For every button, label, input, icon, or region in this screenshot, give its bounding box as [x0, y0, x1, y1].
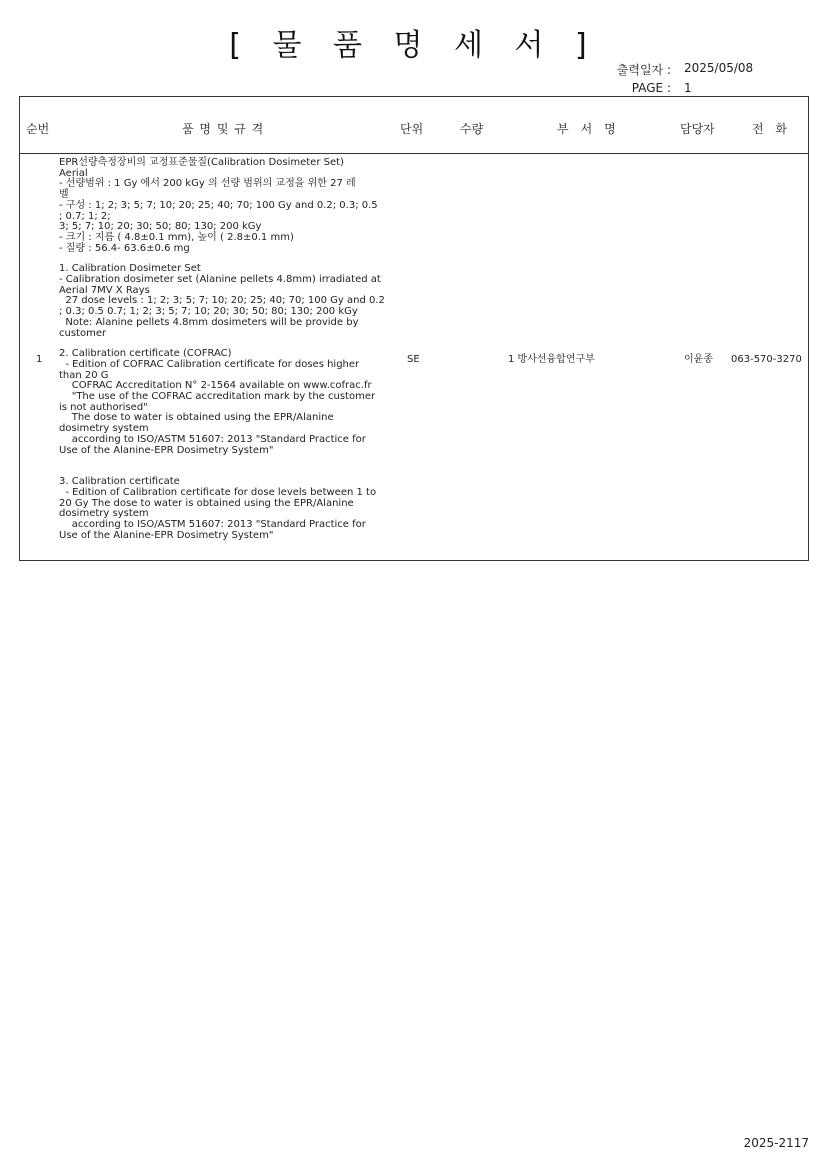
description-line: according to ISO/ASTM 51607: 2013 "Standard Practice for: [59, 433, 366, 445]
description-line: 3; 5; 7; 10; 20; 30; 50; 80; 130; 200 kGy: [59, 221, 262, 233]
row-no: 1: [36, 354, 43, 365]
description-line: than 20 G: [59, 369, 109, 381]
description-line: Use of the Alanine-EPR Dosimetry System": [59, 529, 274, 541]
document-title: [ 물 품 명 세 서 ]: [229, 28, 598, 63]
description-line: The dose to water is obtained using the EPR/Alanine: [59, 412, 334, 424]
description-line: dosimetry system: [59, 423, 149, 435]
description-line: COFRAC Accreditation N° 2-1564 available on www.cofrac.fr: [59, 380, 372, 392]
header-dept: 부 서 명: [557, 122, 616, 136]
description-line: EPR선량측정장비의 교정표준물질(Calibration Dosimeter Set): [59, 157, 344, 168]
row-unit: SE: [407, 354, 420, 365]
description-line: - 구성 : 1; 2; 3; 5; 7; 10; 20; 25; 40; 70; 100 Gy and 0.2; 0.3; 0.5: [59, 199, 378, 211]
row-phone: 063-570-3270: [731, 354, 802, 365]
print-date: 2025/05/08: [684, 61, 754, 75]
description-line: - 질량 : 56.4- 63.6±0.6 mg: [59, 242, 190, 254]
description-line: - 선량범위 : 1 Gy 에서 200 kGy 의 선량 범위의 교정을 위한 27 레: [59, 178, 356, 190]
description-line: is not authorised": [59, 401, 148, 413]
description-line: - 크기 : 지름 ( 4.8±0.1 mm), 높이 ( 2.8±0.1 mm): [59, 231, 294, 243]
description-line: ; 0.3; 0.5 0.7; 1; 2; 3; 5; 7; 10; 20; 30; 50; 80; 130; 200 kGy: [59, 306, 358, 318]
spec-block-summary: [59, 158, 404, 254]
description-line: Use of the Alanine-EPR Dosimetry System": [59, 444, 274, 456]
description-line: ; 0.7; 1; 2;: [59, 210, 111, 222]
description-line: customer: [59, 327, 107, 339]
page-label: PAGE :: [631, 81, 671, 95]
page-number: 1: [684, 81, 692, 95]
spec-block-cofrac-certificate: [59, 349, 404, 456]
description-line: 벨: [59, 189, 69, 201]
description-line: 3. Calibration certificate: [59, 476, 180, 488]
spec-block-dosimeter-set: [59, 264, 404, 339]
row-qty-dept: 1 방사선융합연구부: [508, 354, 595, 365]
header-qty: 수량: [460, 122, 484, 136]
description-line: - Edition of COFRAC Calibration certificate for doses higher: [59, 358, 360, 370]
description-line: dosimetry system: [59, 508, 149, 520]
description-line: 20 Gy The dose to water is obtained using the EPR/Alanine: [59, 497, 354, 509]
description-line: Aerial: [59, 167, 88, 179]
header-phone: 전 화: [752, 122, 791, 136]
item-description: [59, 158, 404, 542]
header-divider: [19, 153, 809, 154]
print-date-label: 출력일자 :: [616, 63, 671, 77]
document-id: 2025-2117: [743, 1136, 809, 1150]
description-line: Aerial 7MV X Rays: [59, 284, 150, 296]
row-manager: 이윤종: [684, 354, 713, 365]
description-line: 27 dose levels : 1; 2; 3; 5; 7; 10; 20; 25; 40; 70; 100 Gy and 0.2: [59, 295, 385, 307]
description-line: according to ISO/ASTM 51607: 2013 "Standard Practice for: [59, 519, 366, 531]
description-line: - Edition of Calibration certificate for dose levels between 1 to: [59, 486, 377, 498]
header-item-spec: 품 명 및 규 격: [182, 122, 265, 136]
header-manager: 담당자: [680, 122, 715, 136]
header-unit: 단위: [400, 122, 424, 136]
description-line: Note: Alanine pellets 4.8mm dosimeters will be provide by: [59, 316, 359, 328]
spec-block-calibration-certificate: [59, 477, 404, 541]
description-line: "The use of the COFRAC accreditation mark by the customer: [59, 391, 376, 403]
header-no: 순번: [26, 122, 50, 136]
description-line: - Calibration dosimeter set (Alanine pellets 4.8mm) irradiated at: [59, 274, 381, 286]
description-line: 2. Calibration certificate (COFRAC): [59, 348, 232, 360]
description-line: 1. Calibration Dosimeter Set: [59, 263, 201, 275]
